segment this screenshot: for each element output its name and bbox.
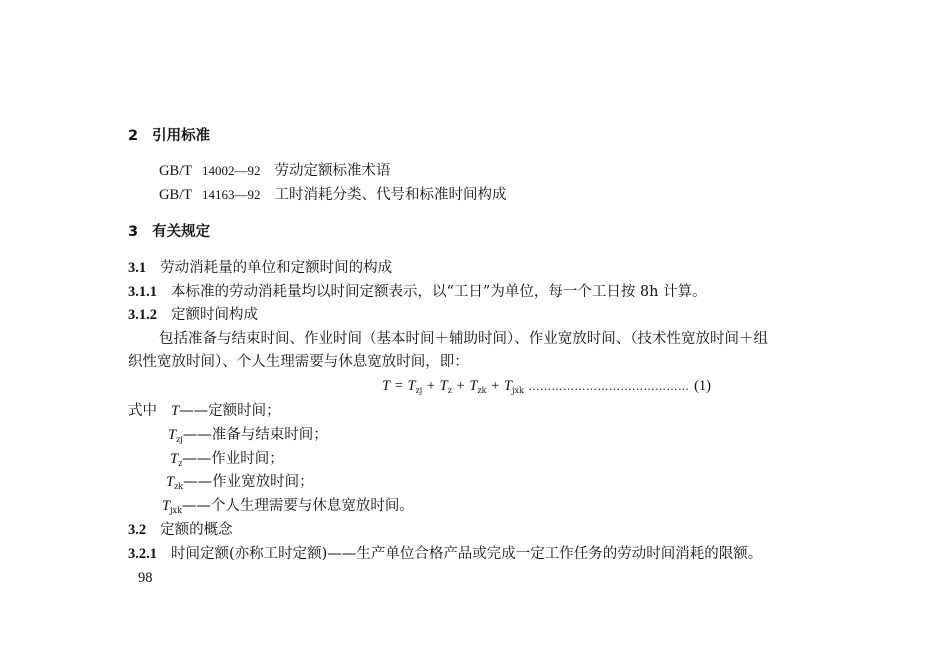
where-subscript: z: [178, 459, 183, 468]
clause-title: 定额时间构成: [171, 307, 258, 323]
formula: [382, 376, 711, 401]
page-number: 98: [138, 570, 153, 586]
reference-title: 工时消耗分类、代号和标准时间构成: [274, 187, 507, 203]
section-title: 有关规定: [152, 224, 211, 240]
where-item: [168, 425, 328, 450]
section-2-heading: [128, 126, 210, 146]
clause-text: 时间定额(亦称工时定额)——生产单位合格产品或完成一定工作任务的劳动时间消耗的限额。: [171, 546, 763, 562]
equation-number: (1): [694, 378, 711, 394]
formula-plus: +: [491, 378, 500, 394]
where-item: [162, 496, 414, 521]
where-item: [166, 472, 314, 497]
clause-3-1-1: [128, 282, 707, 302]
formula-leader-dots: ……………………………………: [528, 380, 690, 393]
clause-number: 3.1.2: [128, 307, 157, 323]
section-number: 3: [128, 224, 139, 240]
formula-symbol: T: [407, 378, 416, 394]
where-description: ——作业时间；: [182, 451, 284, 467]
paragraph-line: 包括准备与结束时间、作业时间（基本时间＋辅助时间）、作业宽放时间、（技术性宽放时间＋组: [159, 331, 768, 347]
clause-3-2: [128, 520, 233, 540]
where-symbol: T: [170, 451, 179, 467]
reference-number: 14002—92: [202, 163, 261, 178]
clause-3-2-1: [128, 544, 762, 564]
reference-code: GB/T: [159, 163, 193, 179]
formula-symbol: T: [382, 378, 391, 394]
clause-text: 本标准的劳动消耗量均以时间定额表示，以“工日”为单位，每一个工日按 8h 计算。: [171, 284, 707, 300]
where-subscript: jxk: [170, 506, 182, 515]
where-item: [170, 449, 284, 474]
clause-number: 3.1: [128, 260, 147, 276]
formula-subscript: zj: [415, 386, 423, 395]
where-symbol: T: [166, 474, 175, 490]
where-label: 式中: [128, 403, 157, 419]
reference-number: 14163—92: [202, 187, 261, 202]
where-symbol: T: [162, 498, 171, 514]
formula-plus: +: [456, 378, 465, 394]
formula-symbol: T: [503, 378, 512, 394]
clause-number: 3.2: [128, 522, 147, 538]
formula-subscript: jxk: [512, 386, 524, 395]
formula-subscript: z: [447, 386, 452, 395]
clause-number: 3.2.1: [128, 546, 157, 562]
clause-title: 劳动消耗量的单位和定额时间的构成: [160, 260, 393, 276]
where-description: ——作业宽放时间；: [183, 474, 314, 490]
formula-plus: +: [426, 378, 436, 394]
where-symbol: T: [168, 427, 177, 443]
where-symbol: T: [171, 403, 180, 419]
reference-title: 劳动定额标准术语: [274, 163, 391, 179]
clause-3-1-2: [128, 305, 258, 325]
section-3-heading: [128, 222, 210, 242]
clause-3-1: [128, 258, 392, 278]
clause-title: 定额的概念: [160, 522, 233, 538]
formula-equals: =: [394, 378, 403, 394]
reference-code: GB/T: [159, 187, 193, 203]
where-subscript: zj: [176, 435, 183, 444]
section-title: 引用标准: [152, 128, 211, 144]
where-description: ——定额时间；: [179, 403, 281, 419]
where-item: [128, 401, 281, 421]
where-subscript: zk: [174, 482, 184, 491]
clause-number: 3.1.1: [128, 284, 157, 300]
where-description: ——准备与结束时间；: [182, 427, 328, 443]
formula-symbol: T: [469, 378, 478, 394]
section-number: 2: [128, 128, 139, 144]
formula-subscript: zk: [477, 386, 487, 395]
where-description: ——个人生理需要与休息宽放时间。: [181, 498, 414, 514]
paragraph-line: 织性宽放时间）、个人生理需要与休息宽放时间，即：: [128, 354, 469, 370]
reference-item: [159, 185, 507, 205]
formula-symbol: T: [439, 378, 448, 394]
reference-item: [159, 161, 391, 181]
